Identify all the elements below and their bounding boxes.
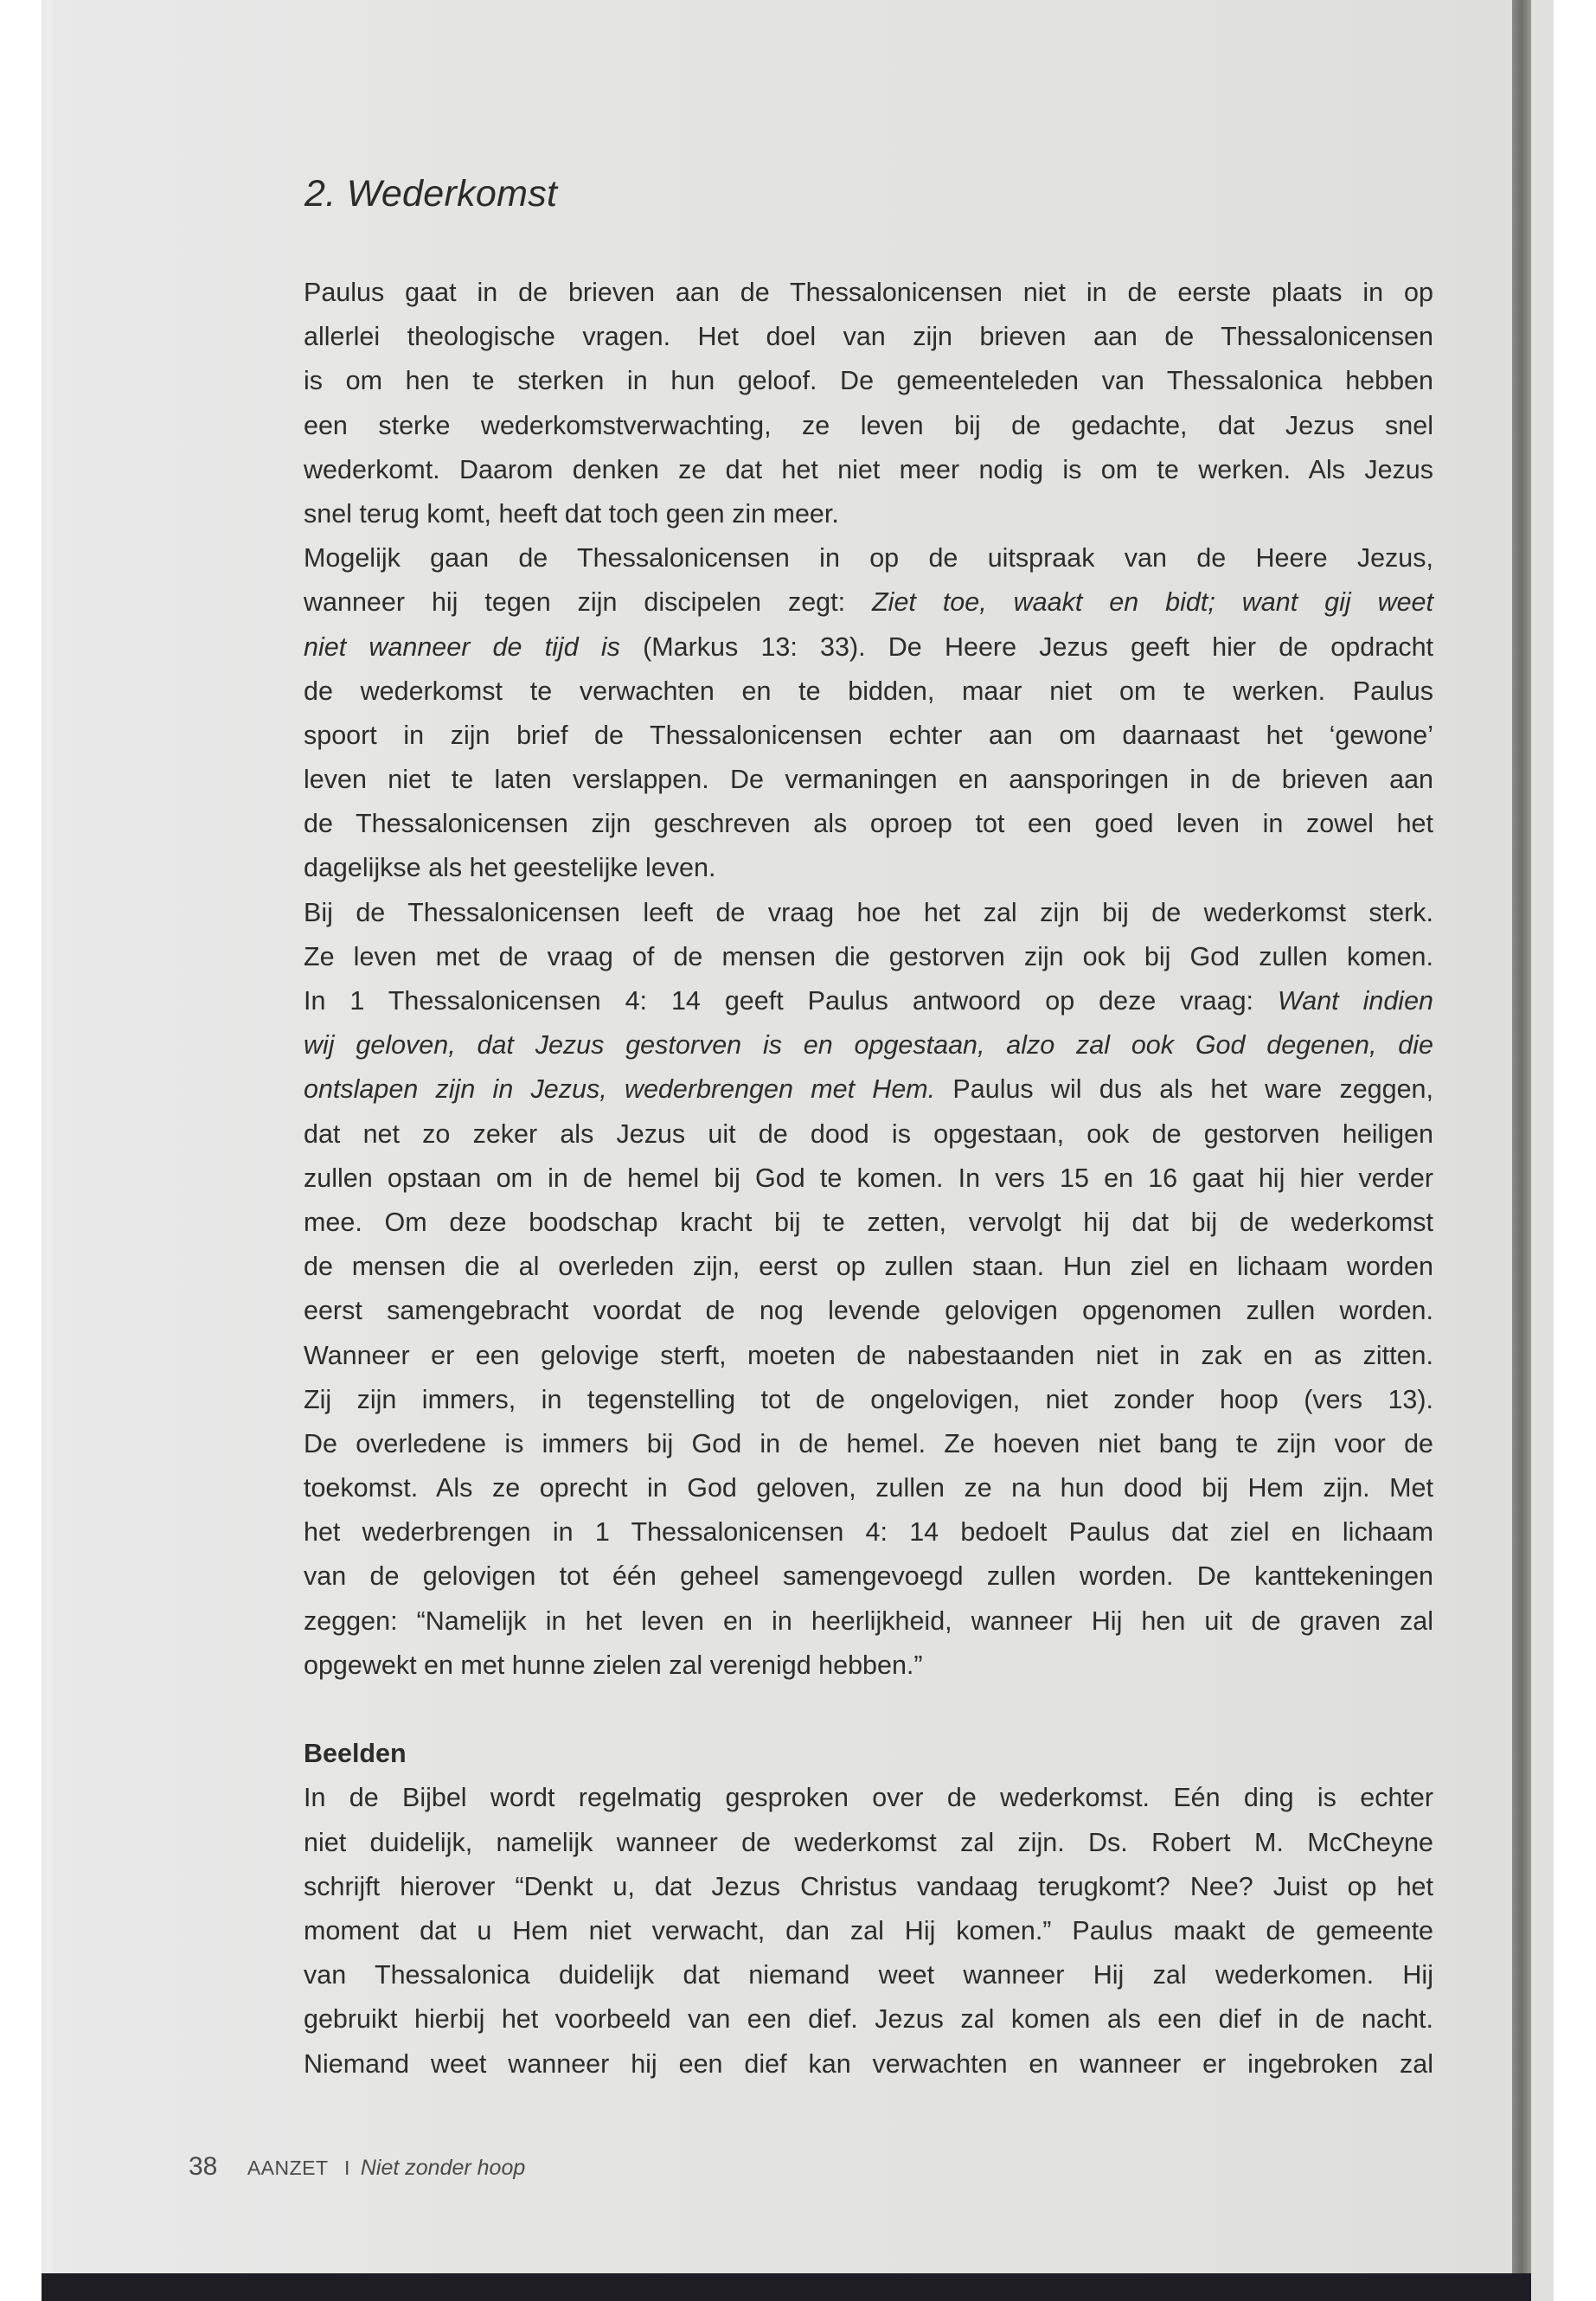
text-line (304, 846, 1433, 890)
text-line (304, 1023, 1433, 1067)
text-line (304, 315, 1433, 359)
italic-quote: niet wanneer de tijd is (304, 631, 620, 662)
text-segment: De overledene is immers bij God in de hemel. Ze hoeven niet bang te zijn voor de (304, 1428, 1433, 1458)
scan-bottom-border (42, 2273, 1531, 2301)
text-segment: van Thessalonica duidelijk dat niemand weet wanneer Hij zal wederkomen. Hij (304, 1960, 1433, 1990)
text-segment: niet duidelijk, namelijk wanneer de wederkomst zal zijn. Ds. Robert M. McCheyne (304, 1827, 1433, 1857)
text-segment: moment dat u Hem niet verwacht, dan zal Hij komen.” Paulus maakt de gemeente (304, 1915, 1433, 1945)
footer-separator: I (344, 2157, 350, 2179)
italic-quote: ontslapen zijn in Jezus, wederbrengen met Hem. (304, 1074, 936, 1105)
text-line (304, 1422, 1433, 1466)
text-line (304, 1112, 1433, 1157)
book-title: Niet zonder hoop (360, 2156, 526, 2180)
text-segment: Wanneer er een gelovige sterft, moeten de nabestaanden niet in zak en as zitten. (304, 1340, 1433, 1370)
text-segment: zullen opstaan om in de hemel bij God te komen. In vers 15 en 16 gaat hij hier verder (304, 1163, 1433, 1193)
text-segment: wederkomt. Daarom denken ze dat het niet meer nodig is om te werken. Als Jezus (304, 454, 1433, 484)
text-line (304, 979, 1433, 1023)
italic-quote: wij geloven, dat Jezus gestorven is en opgestaan, alzo zal ook God degenen, die (304, 1030, 1433, 1061)
text-segment: wanneer hij tegen zijn discipelen zegt: (304, 587, 873, 618)
text-segment: de mensen die al overleden zijn, eerst op zullen staan. Hun ziel en lichaam worden (304, 1252, 1433, 1282)
text-line (304, 1997, 1433, 2041)
text-line (304, 1909, 1433, 1953)
text-segment: schrijft hierover “Denkt u, dat Jezus Christus vandaag terugkomt? Nee? Juist op het (304, 1871, 1433, 1901)
text-line (304, 448, 1433, 492)
text-segment: is om hen te sterken in hun geloof. De gemeenteleden van Thessalonica hebben (304, 366, 1433, 396)
page-number: 38 (189, 2152, 218, 2181)
text-segment: een sterke wederkomstverwachting, ze leven bij de gedachte, dat Jezus snel (304, 410, 1433, 440)
text-line (304, 935, 1433, 979)
text-line (304, 1157, 1433, 1201)
text-line (304, 1821, 1433, 1865)
text-segment: Bij de Thessalonicensen leeft de vraag hoe het zal zijn bij de wederkomst sterk. (304, 897, 1433, 927)
text-segment: Paulus wil dus als het ware zeggen, (935, 1074, 1433, 1105)
blank-line (304, 1688, 1433, 1732)
italic-quote: Want indien (1278, 986, 1433, 1016)
text-segment: Paulus gaat in de brieven aan de Thessalonicensen niet in de eerste plaats in op (304, 278, 1433, 307)
text-segment: de wederkomst te verwachten en te bidden, maar niet om te werken. Paulus (304, 676, 1433, 706)
text-segment: gebruikt hierbij het voorbeeld van een dief. Jezus zal komen als een dief in de nacht. (304, 2004, 1433, 2035)
body-text (304, 271, 1433, 2086)
text-segment: In 1 Thessalonicensen 4: 14 geeft Paulus antwoord op deze vraag: (304, 986, 1278, 1016)
text-segment: de Thessalonicensen zijn geschreven als oproep tot een goed leven in zowel het (304, 809, 1433, 839)
text-segment: zeggen: “Namelijk in het leven en in heerlijkheid, wanneer Hij hen uit de graven zal (304, 1606, 1433, 1636)
text-line (304, 1776, 1433, 1820)
text-segment: Niemand weet wanneer hij een dief kan verwachten en wanneer er ingebroken zal (304, 2048, 1433, 2079)
text-segment: dagelijkse als het geestelijke leven. (304, 853, 716, 883)
text-segment: Ze leven met de vraag of de mensen die gestorven zijn ook bij God zullen komen. (304, 941, 1433, 971)
text-segment: leven niet te laten verslappen. De vermaningen en aansporingen in de brieven aan (304, 765, 1433, 795)
text-segment: Mogelijk gaan de Thessalonicensen in op de uitspraak van de Heere Jezus, (304, 543, 1433, 574)
text-line (304, 271, 1433, 315)
text-line (304, 1953, 1433, 1997)
text-segment: het wederbrengen in 1 Thessalonicensen 4: 14 bedoelt Paulus dat ziel en lichaam (304, 1517, 1433, 1548)
text-line (304, 536, 1433, 580)
text-line (304, 1510, 1433, 1554)
text-line (304, 359, 1433, 403)
italic-quote: Ziet toe, waakt en bidt; want gij weet (872, 587, 1433, 618)
subheading: Beelden (304, 1739, 407, 1769)
text-line (304, 1599, 1433, 1644)
text-line (304, 1334, 1433, 1378)
text-line (304, 1554, 1433, 1599)
text-segment: spoort in zijn brief de Thessalonicensen echter aan om daarnaast het ‘gewone’ (304, 720, 1433, 750)
text-segment: toekomst. Als ze oprecht in God geloven, zullen ze na hun dood bij Hem zijn. Met (304, 1473, 1433, 1503)
text-segment: In de Bijbel wordt regelmatig gesproken over de wederkomst. Eén ding is echter (304, 1783, 1433, 1813)
text-line (304, 670, 1433, 714)
page-edge (42, 0, 54, 2301)
text-segment: allerlei theologische vragen. Het doel van zijn brieven aan de Thessalonicensen (304, 322, 1433, 352)
text-line (304, 891, 1433, 935)
page-footer (189, 2152, 525, 2182)
text-line (304, 1067, 1433, 1112)
text-line (304, 580, 1433, 625)
text-line (304, 1289, 1433, 1333)
text-line (304, 1466, 1433, 1510)
book-spine (1512, 0, 1531, 2301)
text-segment: (Markus 13: 33). De Heere Jezus geeft hier de opdracht (619, 631, 1434, 662)
book-cover-edge (1531, 0, 1554, 2301)
text-segment: dat net zo zeker als Jezus uit de dood is opgestaan, ook de gestorven heiligen (304, 1118, 1433, 1149)
text-segment: van de gelovigen tot één geheel samengevoegd zullen worden. De kanttekeningen (304, 1561, 1433, 1592)
text-line (304, 2042, 1433, 2086)
text-line (304, 625, 1433, 670)
text-segment: mee. Om deze boodschap kracht bij te zetten, vervolgt hij dat bij de wederkomst (304, 1207, 1433, 1237)
text-line (304, 1865, 1433, 1909)
text-line (304, 1644, 1433, 1688)
text-line (304, 714, 1433, 758)
text-line (304, 1245, 1433, 1289)
text-line (304, 1378, 1433, 1422)
text-segment: opgewekt en met hunne zielen zal verenigd hebben.” (304, 1650, 923, 1680)
text-segment: eerst samengebracht voordat de nog levende gelovigen opgenomen zullen worden. (304, 1296, 1433, 1326)
text-line (304, 758, 1433, 802)
text-line (304, 802, 1433, 846)
text-segment: Zij zijn immers, in tegenstelling tot de ongelovigen, niet zonder hoop (vers 13). (304, 1384, 1433, 1414)
text-segment: snel terug komt, heeft dat toch geen zin meer. (304, 498, 839, 529)
section-heading: 2. Wederkomst (304, 173, 558, 215)
text-line (304, 492, 1433, 536)
publication-name: AANZET (247, 2157, 329, 2179)
text-line (304, 404, 1433, 448)
text-line (304, 1201, 1433, 1245)
